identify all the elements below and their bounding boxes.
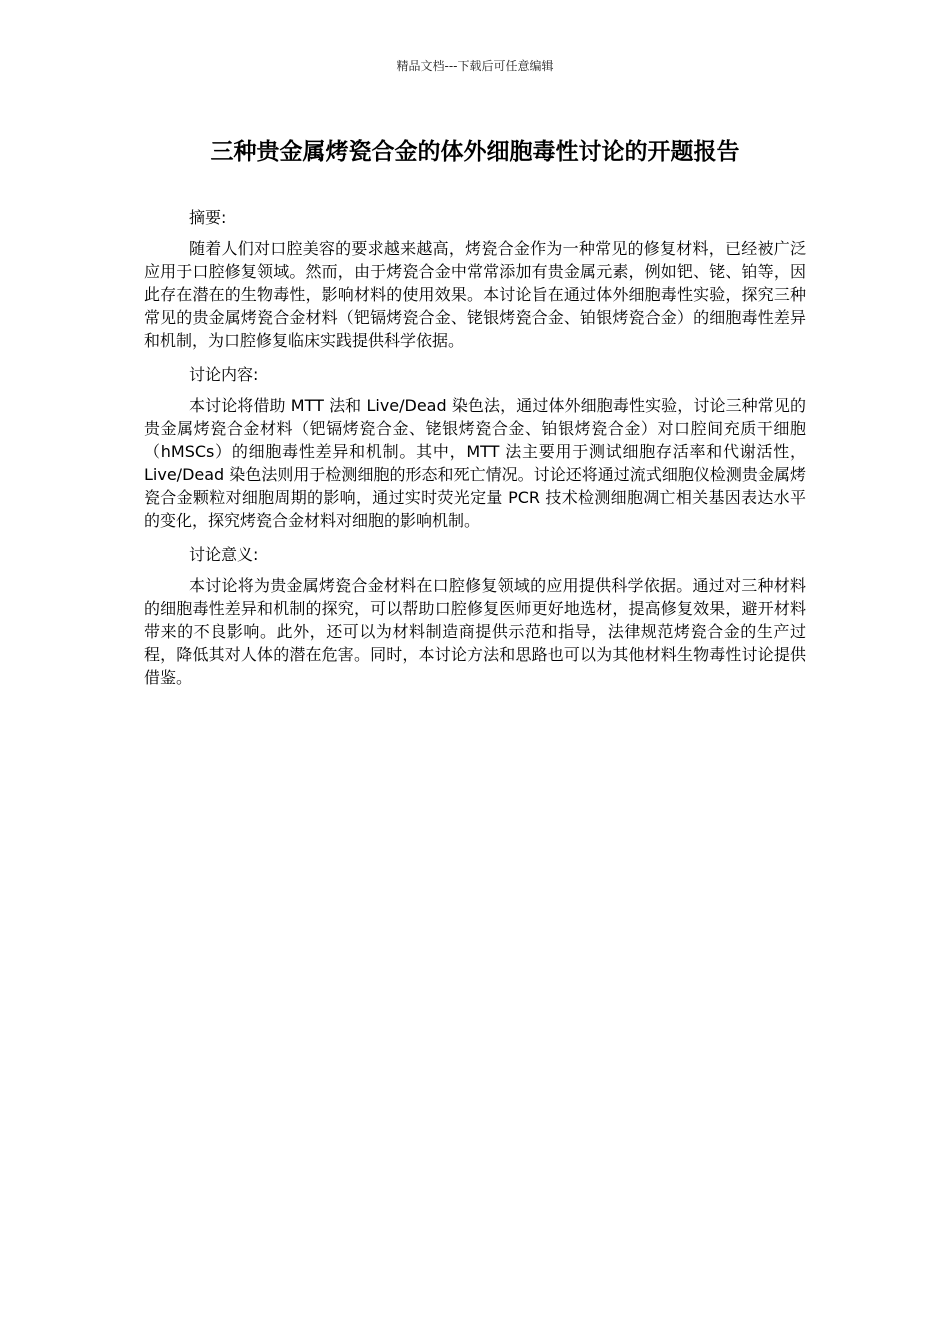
header-watermark: 精品文档---下载后可任意编辑	[396, 59, 554, 73]
abstract-label: 摘要:	[189, 208, 227, 227]
abstract-paragraph: 随着人们对口腔美容的要求越来越高，烤瓷合金作为一种常见的修复材料，已经被广泛应用于口腔修复领域。然而，由于烤瓷合金中常常添加有贵金属元素，例如钯、铑、铂等，因此存在潜在的生物毒性，影响材料的使用效果。本讨论旨在通过体外细胞毒性实验，探究三种常见的贵金属烤瓷合金材料（钯镉烤瓷合金、铑银烤瓷合金、铂银烤瓷合金）的细胞毒性差异和机制，为口腔修复临床实践提供科学依据。	[144, 239, 806, 350]
discussion-content-paragraph: 本讨论将借助 MTT 法和 Live/Dead 染色法，通过体外细胞毒性实验，讨论三种常见的贵金属烤瓷合金材料（钯镉烤瓷合金、铑银烤瓷合金、铂银烤瓷合金）对口腔间充质干细胞（hMSCs）的细胞毒性差异和机制。其中，MTT 法主要用于测试细胞存活率和代谢活性，Live/Dead 染色法则用于检测细胞的形态和死亡情况。讨论还将通过流式细胞仪检测贵金属烤瓷合金颗粒对细胞周期的影响，通过实时荧光定量 PCR 技术检测细胞凋亡相关基因表达水平的变化，探究烤瓷合金材料对细胞的影响机制。	[144, 396, 806, 530]
document-body	[144, 206, 806, 700]
discussion-significance-label: 讨论意义:	[189, 545, 259, 564]
discussion-significance-paragraph: 本讨论将为贵金属烤瓷合金材料在口腔修复领域的应用提供科学依据。通过对三种材料的细胞毒性差异和机制的探究，可以帮助口腔修复医师更好地选材，提高修复效果，避开材料带来的不良影响。此外，还可以为材料制造商提供示范和指导，法律规范烤瓷合金的生产过程，降低其对人体的潜在危害。同时，本讨论方法和思路也可以为其他材料生物毒性讨论提供借鉴。	[144, 576, 806, 687]
document-title: 三种贵金属烤瓷合金的体外细胞毒性讨论的开题报告	[210, 139, 740, 165]
discussion-content-label: 讨论内容:	[189, 365, 259, 384]
